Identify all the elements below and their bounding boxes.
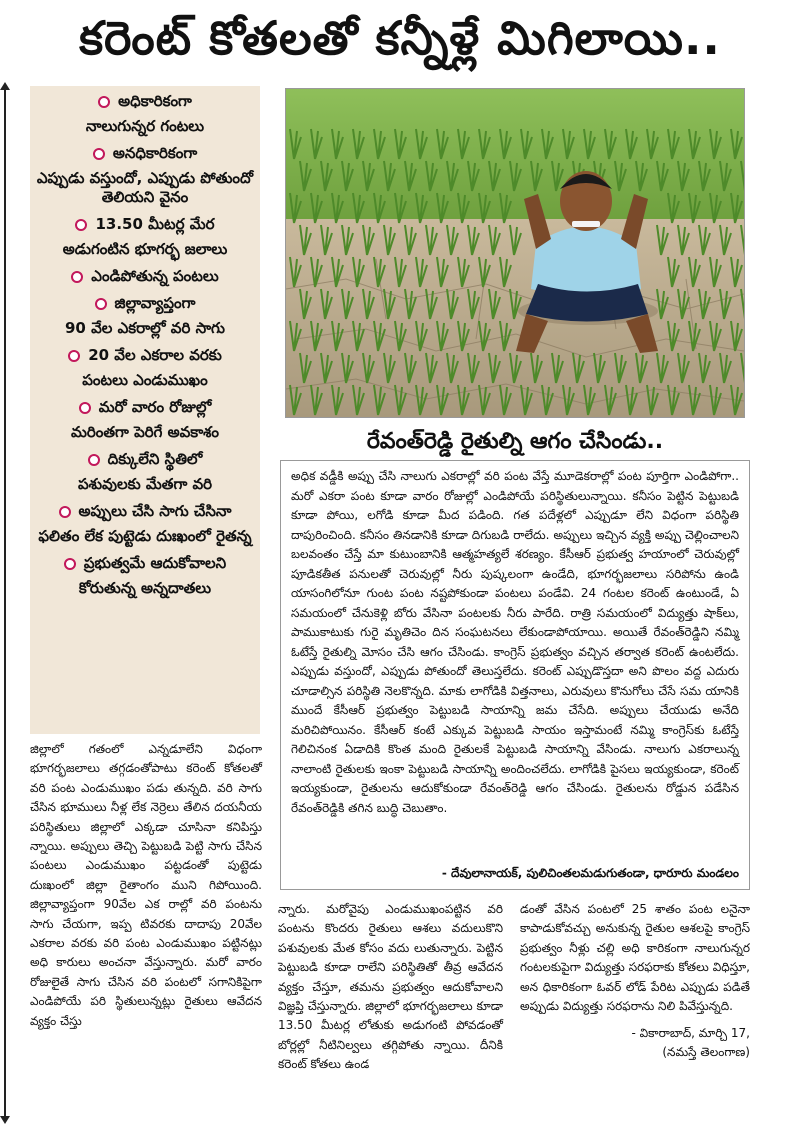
sub-headline: రేవంత్‌రెడ్డి రైతుల్ని ఆగం చేసిండు.. [366,429,664,454]
article-text-1: జిల్లాలో గతంలో ఎన్నడూలేని విధంగా భూగర్భజలాలు తగ్గడంతోపాటు కరెంట్ కోతలతో వరి పంట ఎండుముఖం పడు తున్నది. వరి సాగు చేసిన భూములు నీళ్ల లేక నెర్రెలు తేలిన దయనీయ పరిస్థితులు జిల్లాలో ఎక్కడా చూసినా కనిపిస్తు న్నాయి. అప్పులు తెచ్చి పెట్టుబడి పెట్టి సాగు చేసిన పంటలు ఎండుముఖం పట్టడంతో పుట్టెడు దుఃఖంలో జిల్లా రైతాంగం ముని గిపోయింది. జిల్లావ్యాప్తంగా 90వేల ఎక రాల్లో వరి పంటను సాగు చేయగా, ఇప్ప టివరకు దాదాపు 20వేల ఎకరాల వరకు వరి పంట ఎండుముఖం పట్టినట్లు అధి కారులు అంచనా వేస్తున్నారు. మరో వారం రోజులైతే సాగు చేసిన వరి పంటలో సగానికిపైగా ఎండిపోయే పరి స్థితులున్నట్లు రైతులు ఆవేదన వ్యక్తం చేస్తు [30,742,262,1028]
highlight-item [34,215,256,259]
highlight-line-2: కోరుతున్న అన్నదాతలు [78,579,212,597]
highlight-item [34,144,256,207]
highlight-line-1: అనధికారికంగా [34,144,256,163]
highlight-item [34,267,256,286]
dateline [520,1024,750,1062]
column-arrow [4,88,6,1118]
farmer-photo [285,88,745,418]
highlight-line-1: 20 వేల ఎకరాల వరకు [34,346,256,365]
highlight-line-1: ప్రభుత్వమే ఆదుకోవాలని [34,554,256,573]
highlights-box [30,86,260,734]
highlight-line-1: అధికారికంగా [34,92,256,111]
highlight-item [34,554,256,598]
farmer-quote-text: అధిక వడ్డీకి అప్పు చేసి నాలుగు ఎకరాల్లో వరి పంట వేస్తే మూడెకరాల్లో పంట పూర్తిగా ఎండిపోగా.. మరో ఎకరా పంట కూడా వారం రోజుల్లో ఎండిపోయే పరిస్థితులున్నాయి. కనీసం పెట్టిన పెట్టుబడి కూడా పోయి, లగోడి కూడా మీద పడింది. గత పదేళ్లలో ఎప్పుడూ లేని విధంగా పరిస్థితి దాపురించింది. కనీసం తినడానికి కూడా దిగుబడి రాలేదు. అప్పులు ఇచ్చిన వ్యక్తి అప్పు చెల్లించాలని బలవంతం చేస్తే మా కుటుంబానికి ఆత్మహత్యలే శరణ్యం. కేసీఆర్ ప్రభుత్వ హయాంలో చెరువుల్లో పూడికతీత పనులతో చెరువుల్లో నీరు పుష్కలంగా ఉండేది, భూగర్భజలాలు సరిపోను ఉండి యాసంగిలోనూ గుంట పంట నష్టపోకుండా పంటలు పండేవి. 24 గంటల కరెంట్ ఉంటుండే, ఏ సమయంలో చేనుకెళ్లి బోరు వేసినా పంటలకు నీరు పారేది. రాత్రి సమయంలో విద్యుత్తు షాక్‌లు, పాముకాటుకు గురై మృతిచెం దిన సంఘటనలు లేకుండాపోయాయి. అయితే రేవంత్‌రెడ్డిని నమ్మి ఓటేస్తే రైతుల్ని మోసం చేసి ఆగం చేసిండు. కాంగ్రెస్ ప్రభుత్వం వచ్చిన తర్వాత కరెంట్ ఉంటలేదు. ఎప్పుడు వస్తుందో, ఎప్పుడు పోతుందో తెలుస్తలేదు. కరెంట్ ఎప్పుడొస్తదా అని పొలం వద్ద ఎదురు చూడాల్సిన పరిస్థితి నెలకొన్నది. మాకు లాగోడికి విత్తనాలు, ఎరువులు కొనుగోలు చేసే సమ యానికి ముందే కేసీఆర్ ప్రభుత్వం పెట్టుబడి సాయాన్ని జమ చేసేది. అప్పులు చేయుడు అనేది మరిచిపోయినం. కేసీఆర్ కంటే ఎక్కువ పెట్టుబడి సాయం ఇస్తామంటే నమ్మి కాంగ్రెస్‌కు ఓటేస్తే గెలిచినంక ఏడాదికి కొంత మంది రైతులకే పెట్టుబడి సాయాన్ని వేసిండు. నాలుగు ఎకరాలున్న నాలాంటి రైతులకు ఇంకా పెట్టుబడి సాయాన్ని అందించలేదు. లాగోడికి పైసలు ఇయ్యకుండా, కరెంట్ ఇయ్యకుండా, రైతులను ఆదుకోకుండా రేవంత్‌రెడ్డి ఆగం చేసిండు. రైతులను రోడ్డున పడేసిన రేవంత్‌రెడ్డికి తగిన బుద్ధి చెబుతాం. [291,469,739,815]
highlight-line-1: 13.50 మీటర్ల మేర [34,215,256,234]
highlight-line-2: ఫలితం లేక పుట్టెడు దుఃఖంలో రైతన్న [38,527,252,545]
highlight-line-2: పంటలు ఎండుముఖం [82,371,208,389]
highlight-item [34,398,256,442]
highlight-line-2: ఎప్పుడు వస్తుందో, ఎప్పుడు పోతుందో తెలియని వైనం [36,169,254,206]
article-text-2: న్నారు. మరోవైపు ఎండుముఖంపట్టిన వరి పంటను కొందరు రైతులు ఆశలు వదులుకొని పశువులకు మేత కోసం వదు లుతున్నారు. పెట్టిన పెట్టుబడి కూడా రాలేని పరిస్థితితో తీవ్ర ఆవేదన వ్యక్తం చేస్తూ, తమను ప్రభుత్వం ఆదుకోవాలని విజ్ఞప్తి చేస్తున్నారు. జిల్లాలో భూగర్భజలాలు కూడా 13.50 మీటర్ల లోతుకు అడుగంటి పోవడంతో బోర్లల్లో నీటినిల్వలు తగ్గిపోతు న్నాయి. దీనికి కరెంట్ కోతలు ఉండ [278,902,503,1072]
dateline-place: - వికారాబాద్, మార్చి 17, [631,1026,750,1041]
article-column-2 [278,900,503,1130]
article-text-3: డంతో వేసిన పంటలో 25 శాతం పంట లనైనా కాపాడుకోవచ్చు అనుకున్న రైతుల ఆశలపై కాంగ్రెస్ ప్రభుత్వం నీళ్లు చల్లి అధి కారికంగా నాలుగున్నర గంటలకుపైగా విద్యుత్తు సరఫరాకు కోతలు విధిస్తూ, అన ధికారికంగా ఓవర్ లోడ్ పేరిట ఎప్పుడు పడితే అప్పుడు విద్యుత్తు సరఫరాను నిలి పివేస్తున్నది. [520,902,750,1014]
highlight-item [34,502,256,546]
farmer-quote-box [280,460,750,890]
highlight-item [34,92,256,136]
highlight-line-1: ఎండిపోతున్న పంటలు [34,267,256,286]
article-column-3 [520,900,750,1130]
farmer-quote-byline: - దేవులానాయక్, పులిచింతలమడుగుతండా, ధారూరు మండలం [441,866,739,880]
highlight-line-2: పశువులకు మేతగా వరి [77,475,213,493]
highlight-line-2: నాలుగున్నర గంటలు [85,117,205,135]
headline: కరెంట్ కోతలతో కన్నీళ్లే మిగిలాయి.. [79,11,721,65]
highlight-line-2: మరింతగా పెరిగే అవకాశం [71,423,219,441]
highlight-line-1: అప్పులు చేసి సాగు చేసినా [34,502,256,521]
highlight-line-1: దిక్కులేని స్థితిలో [34,450,256,469]
article-column-1 [30,740,262,1130]
highlight-line-2: అడుగంటిన భూగర్భ జలాలు [62,240,228,258]
highlight-line-1: జిల్లావ్యాప్తంగా [34,294,256,313]
dateline-source: (నమస్తే తెలంగాణ) [662,1045,750,1060]
highlight-item [34,450,256,494]
highlight-item [34,346,256,390]
highlight-line-2: 90 వేల ఎకరాల్లో వరి సాగు [64,319,225,337]
highlights-list [34,92,256,598]
highlight-line-1: మరో వారం రోజుల్లో [34,398,256,417]
highlight-item [34,294,256,338]
